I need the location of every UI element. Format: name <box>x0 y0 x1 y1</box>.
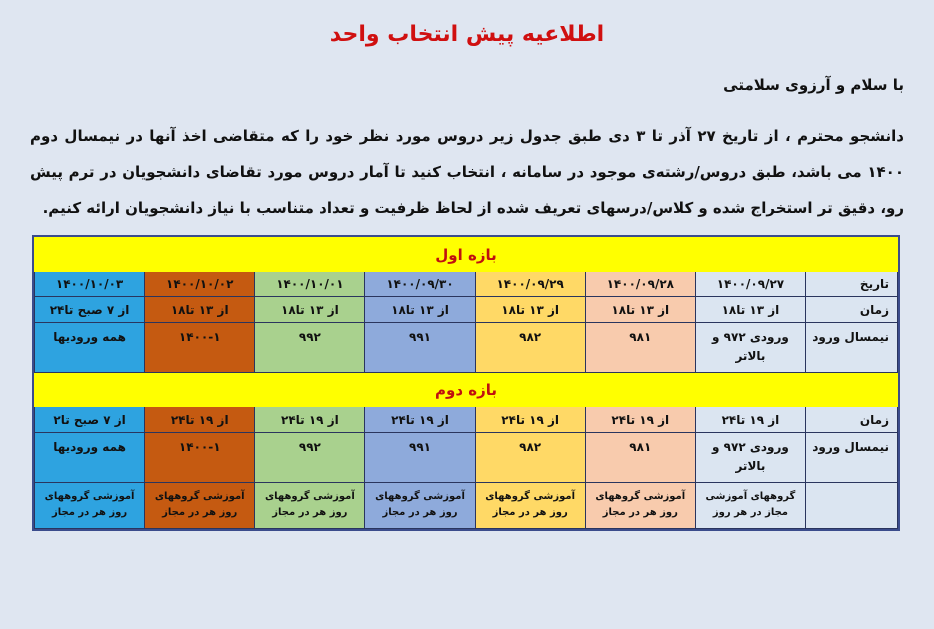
note-cell: آموزشی گروههای روز هر در مجاز <box>35 483 145 529</box>
announcement-paragraph: دانشجو محترم ، از تاریخ ۲۷ آذر تا ۳ دی طبق جدول زیر دروس مورد نظر خود را که متقاضی اخذ آنها در نیمسال دوم ۱۴۰۰ می باشد، طبق دروس/رشته‌ی موجود در سامانه ، انتخاب کنید تا آمار دروس مورد تقاضای دانشجویان در ترم پیش رو، دقیق تر استخراج شده و کلاس/درسهای تعریف شده از لحاظ ظرفیت و تعداد متناسب با نیاز دانشجویان ارائه کنیم. <box>30 127 905 217</box>
time-cell: از ۷ صبح تا۲ <box>35 407 145 433</box>
date-cell: ۱۴۰۰/۰۹/۲۸ <box>585 272 695 297</box>
entry-label: نیمسال ورود <box>806 433 898 483</box>
time-cell: از ۱۳ تا۱۸ <box>145 297 255 323</box>
entry-cell: همه ورودیها <box>35 323 145 373</box>
note-cell: آموزشی گروههای روز هر در مجاز <box>475 483 585 529</box>
note-cell: گروههای آموزشی مجاز در هر روز <box>695 483 805 529</box>
entry-cell: ۹۹۱ <box>365 433 475 483</box>
entry-cell: ۹۹۲ <box>255 323 365 373</box>
time-cell: از ۱۹ تا۲۴ <box>145 407 255 433</box>
date-cell: ۱۴۰۰/۱۰/۰۲ <box>145 272 255 297</box>
table-row <box>35 272 898 297</box>
greeting: با سلام و آرزوی سلامتی <box>723 76 904 94</box>
table-row <box>35 323 898 373</box>
entry-cell: ۹۸۲ <box>475 323 585 373</box>
date-cell: ۱۴۰۰/۱۰/۰۱ <box>255 272 365 297</box>
entry-cell: همه ورودیها <box>35 433 145 483</box>
time-cell: از ۷ صبح تا۲۴ <box>35 297 145 323</box>
time-cell: از ۱۹ تا۲۴ <box>585 407 695 433</box>
time-cell: از ۱۹ تا۲۴ <box>365 407 475 433</box>
entry-label: نیمسال ورود <box>806 323 898 373</box>
note-cell: آموزشی گروههای روز هر در مجاز <box>145 483 255 529</box>
entry-cell: ۹۹۱ <box>365 323 475 373</box>
notes-label-empty <box>806 483 898 529</box>
time-cell: از ۱۳ تا۱۸ <box>365 297 475 323</box>
table-row <box>35 297 898 323</box>
table-row <box>35 433 898 483</box>
time-cell: از ۱۳ تا۱۸ <box>695 297 805 323</box>
entry-cell: ۹۸۱ <box>585 323 695 373</box>
entry-cell: ۹۸۲ <box>475 433 585 483</box>
entry-cell: ورودی ۹۷۲ و بالاتر <box>695 323 805 373</box>
entry-cell: ۹۹۲ <box>255 433 365 483</box>
page-title: اطلاعیه پیش انتخاب واحد <box>329 22 605 47</box>
note-cell: آموزشی گروههای روز هر در مجاز <box>255 483 365 529</box>
time-label: زمان <box>806 407 898 433</box>
note-cell: آموزشی گروههای روز هر در مجاز <box>585 483 695 529</box>
date-label: تاریخ <box>806 272 898 297</box>
time-label: زمان <box>806 297 898 323</box>
period-1-heading-row <box>35 238 898 272</box>
period-1-heading: بازه اول <box>35 238 898 272</box>
time-cell: از ۱۹ تا۲۴ <box>255 407 365 433</box>
time-cell: از ۱۹ تا۲۴ <box>695 407 805 433</box>
time-cell: از ۱۳ تا۱۸ <box>585 297 695 323</box>
table-row <box>35 407 898 433</box>
date-cell: ۱۴۰۰/۰۹/۳۰ <box>365 272 475 297</box>
entry-cell: ۹۸۱ <box>585 433 695 483</box>
table-row <box>35 483 898 529</box>
entry-cell: ورودی ۹۷۲ و بالاتر <box>695 433 805 483</box>
time-cell: از ۱۳ تا۱۸ <box>475 297 585 323</box>
entry-cell: ۱۴۰۰-۱ <box>145 323 255 373</box>
date-cell: ۱۴۰۰/۰۹/۲۹ <box>475 272 585 297</box>
period-2-heading: بازه دوم <box>35 373 898 407</box>
schedule-table <box>32 235 900 531</box>
entry-cell: ۱۴۰۰-۱ <box>145 433 255 483</box>
period-2-heading-row <box>35 373 898 407</box>
date-cell: ۱۴۰۰/۰۹/۲۷ <box>695 272 805 297</box>
time-cell: از ۱۳ تا۱۸ <box>255 297 365 323</box>
date-cell: ۱۴۰۰/۱۰/۰۳ <box>35 272 145 297</box>
note-cell: آموزشی گروههای روز هر در مجاز <box>365 483 475 529</box>
time-cell: از ۱۹ تا۲۴ <box>475 407 585 433</box>
